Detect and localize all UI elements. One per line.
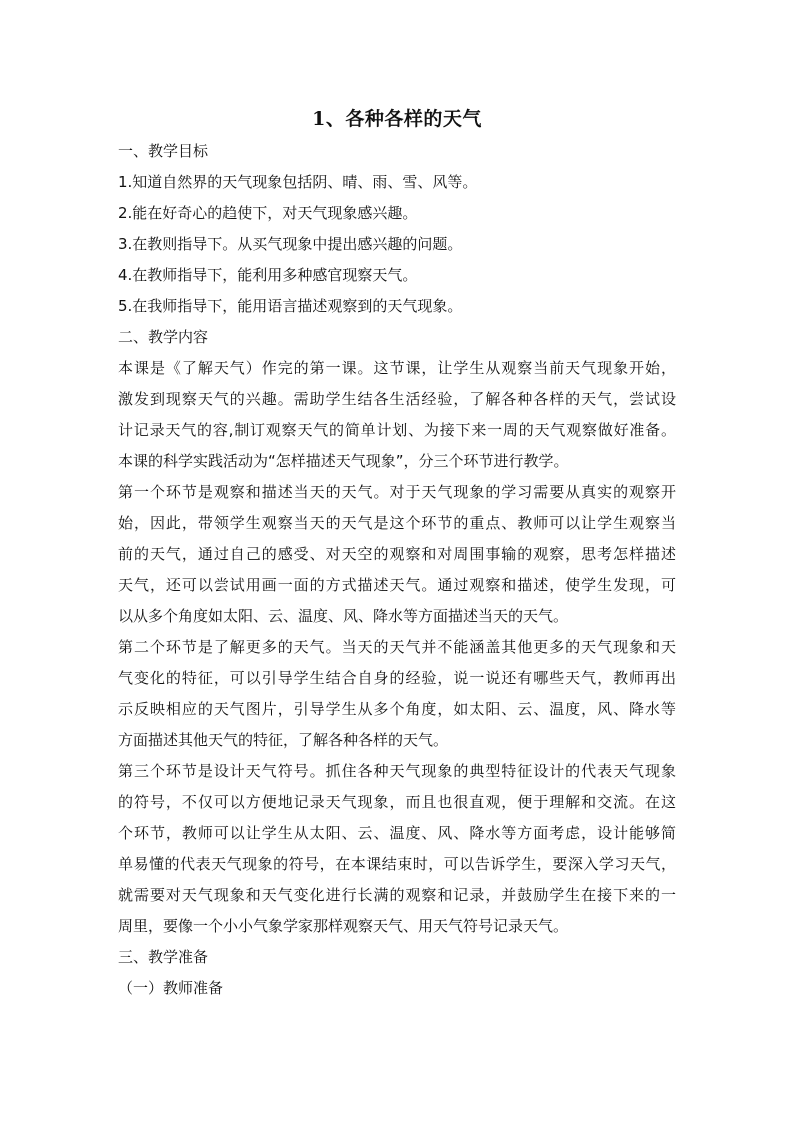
text-line: 本课是《了解天气）作完的第一课。这节课，让学生从观察当前天气现象开始， — [118, 359, 676, 377]
text-line: 计记录天气的容,制订观察天气的简单计划、为接下来一周的天气观察做好准备。 — [118, 421, 676, 439]
text-line: 激发到现察天气的兴趣。需助学生结各生活经验，了解各种各样的天气，尝试设 — [118, 390, 676, 408]
text-line: 天气，还可以尝试用画一面的方式描述天气。通过观察和描述，使学生发现，可 — [118, 576, 676, 594]
text-line: 始，因此，带领学生观察当天的天气是这个环节的重点、教师可以让学生观察当 — [118, 514, 676, 532]
text-line: 单易懂的代表天气现象的符号，在本课结束时，可以告诉学生，要深入学习天气， — [118, 855, 676, 873]
text-line: 3.在教则指导下。从买气现象中提出感兴趣的问题。 — [118, 235, 463, 253]
text-line: 以从多个角度如太阳、云、温度、风、降水等方面描述当天的天气。 — [118, 607, 569, 625]
text-line: 示反映相应的天气图片，引导学生从多个角度，如太阳、云、温度，风、降水等 — [118, 700, 676, 718]
text-line: 5.在我师指导下，能用语言描述观察到的天气现象。 — [118, 297, 463, 315]
text-line: 前的天气，通过自己的感受、对天空的观察和对周围事输的观察，思考怎样描述 — [118, 545, 676, 563]
text-line: 就需要对天气现象和天气变化进行长满的观察和记录，并鼓励学生在接下来的一 — [118, 886, 676, 904]
document-body — [118, 136, 676, 1004]
text-line: 周里，要像一个小小气象学家那样观察天气、用天气符号记录天气。 — [118, 917, 569, 935]
text-line: 二、教学内容 — [118, 328, 209, 346]
text-line: 一、教学目标 — [118, 142, 209, 160]
document-page — [118, 104, 676, 1004]
text-line: 第三个环节是设计天气符号。抓住各种天气现象的典型特征设计的代表天气现象 — [118, 762, 676, 780]
text-line: 1.知道自然界的天气现象包括阴、晴、雨、雪、风等。 — [118, 173, 478, 191]
text-line: （一）教师准备 — [118, 979, 224, 997]
text-line: 2.能在好奇心的趋使下，对天气现象感兴趣。 — [118, 204, 418, 222]
text-line: 方面描述其他天气的特征，了解各种各样的天气。 — [118, 731, 449, 749]
text-line: 三、教学准备 — [118, 948, 209, 966]
document-title: 1、各种各样的天气 — [312, 108, 482, 130]
text-line: 第二个环节是了解更多的天气。当天的天气并不能涵盖其他更多的天气现象和天 — [118, 638, 676, 656]
text-line: 的符号，不仅可以方便地记录天气现象，而且也很直观，便于理解和交流。在这 — [118, 793, 676, 811]
text-line: 第一个环节是观察和描述当天的天气。对于天气现象的学习需要从真实的观察开 — [118, 483, 676, 501]
text-line: 气变化的特征，可以引导学生结合自身的经验，说一说还有哪些天气，教师再出 — [118, 669, 676, 687]
text-line: 个环节，教师可以让学生从太阳、云、温度、风、降水等方面考虑，设计能够简 — [118, 824, 676, 842]
text-line: 4.在教师指导下，能利用多种感官现察天气。 — [118, 266, 418, 284]
text-line: 本课的科学实践活动为“怎样描述天气现象”，分三个环节进行教学。 — [118, 452, 569, 470]
